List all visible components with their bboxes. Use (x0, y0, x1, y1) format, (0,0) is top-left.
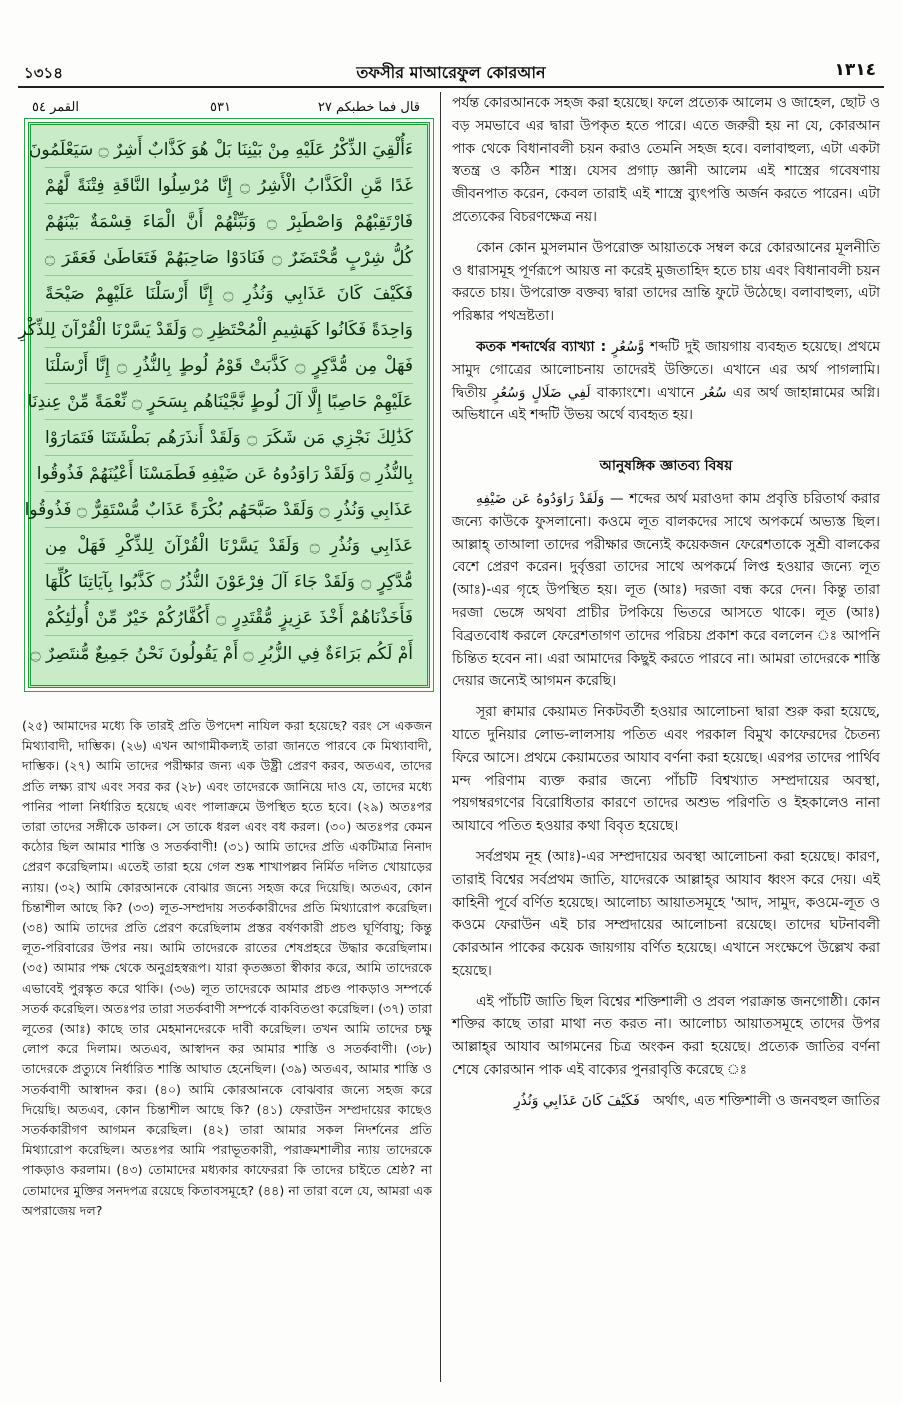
quran-line: عَلَيْهِمْ حَاصِبًا إِلَّا آلَ لُوطٍ نَّجَّيْنَاهُم بِسَحَرٍ ۝ نِّعْمَةً مِّنْ عِندِنَا (45, 385, 413, 420)
quran-line: عَذَابِي وَنُذُرِ ۝ وَلَقَدْ صَبَّحَهُم بُكْرَةً عَذَابٌ مُّسْتَقِرٌّ ۝ فَذُوقُوا (45, 493, 413, 528)
word-meaning-paragraph (452, 336, 880, 427)
commentary-paragraph: পর্যন্ত কোরআনকে সহজ করা হয়েছে। ফলে প্রত্যেক আলেম ও জাহেল, ছোট ও বড় সমভাবে এর দ্বারা উপকৃত হতে পারে। এতে জরুরী হয় না যে, কোরআন পাক থেকে বিধানাবলী চয়ন করাও তেমনি সহজ হবে। বলাবাহুল্য, এটা একটা স্বতন্ত্র ও কঠিন শাস্ত্র। যেসব প্রগাঢ় জ্ঞানী আলেম এই শাস্ত্রের গবেষণায় জীবনপাত করেন, কেবল তারাই এই শাস্ত্রে ব্যুৎপত্তি অর্জন করতে পারেন। এটা প্রত্যেকের বিচরণক্ষেত্র নয়। (452, 95, 880, 225)
book-title: তফসীর মাআরেফুল কোরআন (356, 63, 546, 82)
paragraph-text: অর্থাৎ, এত শক্তিশালী ও জনবহুল জাতির (652, 1092, 880, 1109)
quran-text-box (18, 122, 430, 688)
quran-line: ءَأُلْقِيَ الذِّكْرُ عَلَيْهِ مِنْ بَيْنِنَا بَلْ هُوَ كَذَّابٌ أَشِرٌ ۝ سَيَعْلَمُونَ (45, 133, 413, 168)
commentary-column (452, 92, 880, 1121)
paragraph-text: এর অর্থ জাহান্নামের অগ্নি। অভিধানে এই শব্দটি উভয় অর্থে ব্যবহৃত হয়। (452, 384, 880, 424)
page-number-bengali: ১৩১৪ (24, 64, 63, 82)
arabic-word: وَّسُعُرٍ (611, 338, 645, 355)
commentary-paragraph: কোন কোন মুসলমান উপরোক্ত আয়াতকে সম্বল করে কোরআনের মূলনীতি ও ধারাসমূহ পূর্ণরূপে আয়ত্ত না করেই মুজতাহিদ হতে চায় এবং বিধানাবলী চয়ন করতে চায়। উপরোক্ত বক্তব্য দ্বারা তাদের ভ্রান্তি ফুটে উঠেছে। বলাবাহুল্য, এটা পরিষ্কার পথভ্রষ্টতা। (452, 239, 880, 325)
translation-block (22, 716, 432, 1221)
section-heading: আনুষঙ্গিক জ্ঞাতব্য বিষয় (599, 458, 733, 475)
translation-text: (২৫) আমাদের মধ্যে কি তারই প্রতি উপদেশ নাযিল করা হয়েছে? বরং সে একজন মিথ্যাবাদী, দাম্ভিক। (২৬) এখন আগামীকল্যই তারা জানতে পারবে কে মিথ্যাবাদী, দাম্ভিক। (২৭) আমি তাদের পরীক্ষার জন্য এক উষ্ট্রী প্রেরণ করব, অতএব, তাদের প্রতি লক্ষ্য রাখ এবং সবর কর (২৮) এবং তাদেরকে জানিয়ে দাও যে, তাদের মধ্যে পানির পালা নির্ধারিত হয়েছে এবং পালাক্রমে উপস্থিত হতে হবে। (২৯) অতঃপর তারা তাদের সঙ্গীকে ডাকল। সে তাকে ধরল এবং বধ করল। (৩০) অতঃপর কেমন কঠোর ছিল আমার শাস্তি ও সতর্কবাণী! (৩১) আমি তাদের প্রতি একটিমাত্র নিনাদ প্রেরণ করেছিলাম। এতেই তারা হয়ে গেল শুষ্ক শাখাপল্লব নির্মিত দলিত খোয়াড়ের ন্যায়। (৩২) আমি কোরআনকে বোঝার জন্যে সহজ করে দিয়েছি। অতএব, কোন চিন্তাশীল আছে কি? (৩৩) লূত-সম্প্রদায় সতর্ককারীদের প্রতি মিথ্যারোপ করেছিল। (৩৪) আমি তাদের প্রতি প্রেরণ করেছিলাম প্রস্তর বর্ষণকারী প্রচণ্ড ঘূর্ণিবায়ু; কিন্তু লূত-পরিবারের উপর নয়। আমি তাদেরকে রাতের শেষপ্রহরে উদ্ধার করেছিলাম। (৩৫) আমার পক্ষ থেকে অনুগ্রহস্বরূপ। যারা কৃতজ্ঞতা স্বীকার করে, আমি তাদেরকে এভাবেই পুরস্কৃত করে থাকি। (৩৬) লূত তাদেরকে আমার প্রচণ্ড পাকড়াও সম্পর্কে সতর্ক করেছিল। অতঃপর তারা সতর্কবাণী সম্পর্কে বাকবিতণ্ডা করেছিল। (৩৭) তারা লূতের (আঃ) কাছে তার মেহমানদেরকে দাবী করেছিল। তখন আমি তাদের চক্ষু লোপ করে দিলাম। অতএব, আস্বাদন কর আমার শাস্তি ও সতর্কবাণী। (৩৮) তাদেরকে প্রত্যুষে নির্ধারিত শাস্তি আঘাত হেনেছিল। (৩৯) অতএব, আমার শাস্তি ও সতর্কবাণী আস্বাদন কর। (৪০) আমি কোরআনকে বোঝবার জন্যে সহজ করে দিয়েছি। অতএব, কোন চিন্তাশীল আছে কি? (৪১) ফেরাউন সম্প্রদায়ের কাছেও সতর্ককারীগণ আগমন করেছিল। (৪২) তারা আমার সকল নিদর্শনের প্রতি মিথ্যারোপ করেছিল। অতঃপর আমি পরাভূতকারী, পরাক্রমশালীর ন্যায় তাদেরকে পাকড়াও করলাম। (৪৩) তোমাদের মধ্যকার কাফেররা কি তাদের চাইতে শ্রেষ্ঠ? না তোমাদের মুক্তির সনদপত্র রয়েছে কিতাবসমূহে? (৪৪) না তারা বলে যে, আমরা এক অপরাজেয় দল? (22, 718, 432, 1218)
quran-line: فَكَيْفَ كَانَ عَذَابِي وَنُذُرِ ۝ إِنَّا أَرْسَلْنَا عَلَيْهِمْ صَيْحَةً (45, 277, 413, 312)
page-number-arabic: ١٣١٤ (834, 60, 876, 80)
header-rule (18, 86, 884, 88)
column-divider (440, 92, 441, 1382)
commentary-paragraph (452, 1090, 880, 1113)
paragraph-text: — শব্দের অর্থ মরাওদা কাম প্রবৃত্তি চরিতার্থ করার জন্যে কাউকে ফুসলানো। কওমে লূত বালকদের সাথে অপকর্মে অভ্যস্ত ছিল। আল্লাহ্‌ তাআলা তাদের পরীক্ষার জন্যেই কয়েকজন ফেরেশতাকে সুশ্রী বালকের বেশে প্রেরণ করেন। দুর্বৃত্তরা তাদের সাথে অপকর্মে লিপ্ত হওয়ার জন্যে লূত (আঃ)-এর গৃহে উপস্থিত হয়। লূত (আঃ) দরজা বন্ধ করে দেন। কিন্তু তারা দরজা ভেঙ্গে অথবা প্রাচীর টপকিয়ে ভিতরে আসতে থাকে। লূত (আঃ) বিব্রতবোধ করলে ফেরেশতাগণ তাদের পরিচয় প্রকাশ করে বললেন ঃ আপনি চিন্তিত হবেন না। এরা আমাদের কিছুই করতে পারবে না। আমরা তাদেরকে শাস্তি দেয়ার জন্যেই আগমন করেছি। (452, 490, 880, 690)
arabic-phrase: فَكَيْفَ كَانَ عَذَابِي وَنُذُرِ (513, 1092, 640, 1109)
arabic-phrase: لَفِي ضَلَالٍ وَسُعُرٍ (492, 384, 591, 401)
quran-line: فَأَخَذْنَاهُمْ أَخْذَ عَزِيزٍ مُّقْتَدِرٍ ۝ أَكُفَّارُكُمْ خَيْرٌ مِّنْ أُولَٰئِكُمْ (45, 601, 413, 636)
mushaf-page: ٥٣١ (210, 100, 231, 115)
quran-line: بِالنُّذُرِ ۝ وَلَقَدْ رَاوَدُوهُ عَن ضَيْفِهِ فَطَمَسْنَا أَعْيُنَهُمْ فَذُوقُوا (45, 457, 413, 492)
quran-line: كُلُّ شِرْبٍ مُّحْتَضَرٌ ۝ فَنَادَوْا صَاحِبَهُمْ فَتَعَاطَىٰ فَعَقَرَ ۝ (45, 241, 413, 276)
commentary-paragraph: এই পাঁচটি জাতি ছিল বিশ্বের শক্তিশালী ও প্রবল পরাক্রান্ত জনগোষ্ঠী। কোন শক্তির কাছে তারা মাথা নত করত না। আলোচ্য আয়াতসমূহে তাদের উপর আল্লাহ্‌র আযাব আগমনের চিত্র অংকন করা হয়েছে। প্রত্যেক জাতির বর্ণনা শেষে কোরআন পাক এই বাক্যের পুনরাবৃত্তি করেছে ঃ (452, 993, 880, 1079)
paragraph-text: বাক্যাংশে। এখানে (596, 384, 695, 401)
commentary-paragraph: সর্বপ্রথম নূহ (আঃ)-এর সম্প্রদায়ের অবস্থা আলোচনা করা হয়েছে। কারণ, তারাই বিশ্বের সর্বপ্রথম জাতি, যাদেরকে আল্লাহ্‌র আযাব ধ্বংস করে দেয়। এই কাহিনী পূর্বে বর্ণিত হয়েছে। আলোচ্য আয়াতসমূহে 'আদ, সামুদ, কওমে-লূত ও কওমে ফেরাউন এই চার সম্প্রদায়ের আলোচনা রয়েছে। তাদের ঘটনাবলী কোরআন পাকের কয়েক জায়গায় বর্ণিত হয়েছে। এখানে সংক্ষেপে উল্লেখ করা হয়েছে। (452, 848, 880, 979)
quran-line: كَذَٰلِكَ نَجْزِي مَن شَكَرَ ۝ وَلَقَدْ أَنذَرَهُم بَطْشَتَنَا فَتَمَارَوْا (45, 421, 413, 456)
running-header (18, 60, 884, 86)
quran-line: فَهَلْ مِن مُّدَّكِرٍ ۝ كَذَّبَتْ قَوْمُ لُوطٍ بِالنُّذُرِ ۝ إِنَّا أَرْسَلْنَا (45, 349, 413, 384)
quran-line: فَارْتَقِبْهُمْ وَاصْطَبِرْ ۝ وَنَبِّئْهُمْ أَنَّ الْمَاءَ قِسْمَةٌ بَيْنَهُمْ (45, 205, 413, 240)
arabic-phrase: وَلَقَدْ رَاوَدُوهُ عَن ضَيْفِهِ (476, 490, 605, 507)
quran-line: وَاحِدَةً فَكَانُوا كَهَشِيمِ الْمُحْتَظِرِ ۝ وَلَقَدْ يَسَّرْنَا الْقُرْآنَ لِلذِّكْرِ (45, 313, 413, 348)
quran-line: مُّدَّكِرٍ ۝ وَلَقَدْ جَاءَ آلَ فِرْعَوْنَ النُّذُرُ ۝ كَذَّبُوا بِآيَاتِنَا كُلِّهَا (45, 565, 413, 600)
commentary-paragraph: সূরা ক্বামার কেয়ামত নিকটবর্তী হওয়ার আলোচনা দ্বারা শুরু করা হয়েছে, যাতে দুনিয়ার লোভ-লালসায় পতিত এবং পরকাল বিমুখ কাফেরদের চৈতন্য ফিরে আসে। প্রথমে কেয়ামতের আযাব বর্ণনা করা হয়েছে। এরপর তাদের পার্থিব মন্দ পরিণাম ব্যক্ত করার জন্যে পাঁচটি বিশ্বখ্যাত সম্প্রদায়ের অবস্থা, পয়গম্বরগণের বিরোধিতার কারণে তাদের অশুভ পরিণতি ও ইহকালেও নানা আযাবে পতিত হওয়ার কথা বিবৃত হয়েছে। (452, 704, 880, 835)
surah-name: القمر ٥٤ (32, 100, 79, 115)
quran-line: غَدًا مَّنِ الْكَذَّابُ الْأَشِرُ ۝ إِنَّا مُرْسِلُوا النَّاقَةِ فِتْنَةً لَّهُمْ (45, 169, 413, 204)
word-meaning-heading: কতক শব্দার্থের ব্যাখ্যা : (476, 338, 607, 355)
paragraph-text: শব্দটি দুই জায়গায় ব্যবহৃত হয়েছে। প্রথমে সামুদ গোত্রের আলোচনায় তাদেরই উক্তিতে। এখানে এর অর্থ পাগলামি। দ্বিতীয় (452, 338, 880, 401)
juz-name: قال فما خطبكم ٢٧ (317, 100, 420, 115)
arabic-word: سُعُر (700, 384, 727, 401)
commentary-paragraph (452, 488, 880, 693)
surah-info-line (24, 98, 430, 120)
quran-line: أَمْ لَكُم بَرَاءَةٌ فِي الزُّبُرِ ۝ أَمْ يَقُولُونَ نَحْنُ جَمِيعٌ مُّنتَصِرٌ ۝ (30, 644, 413, 664)
quran-line: عَذَابِي وَنُذُرِ ۝ وَلَقَدْ يَسَّرْنَا الْقُرْآنَ لِلذِّكْرِ فَهَلْ مِن (45, 529, 413, 564)
